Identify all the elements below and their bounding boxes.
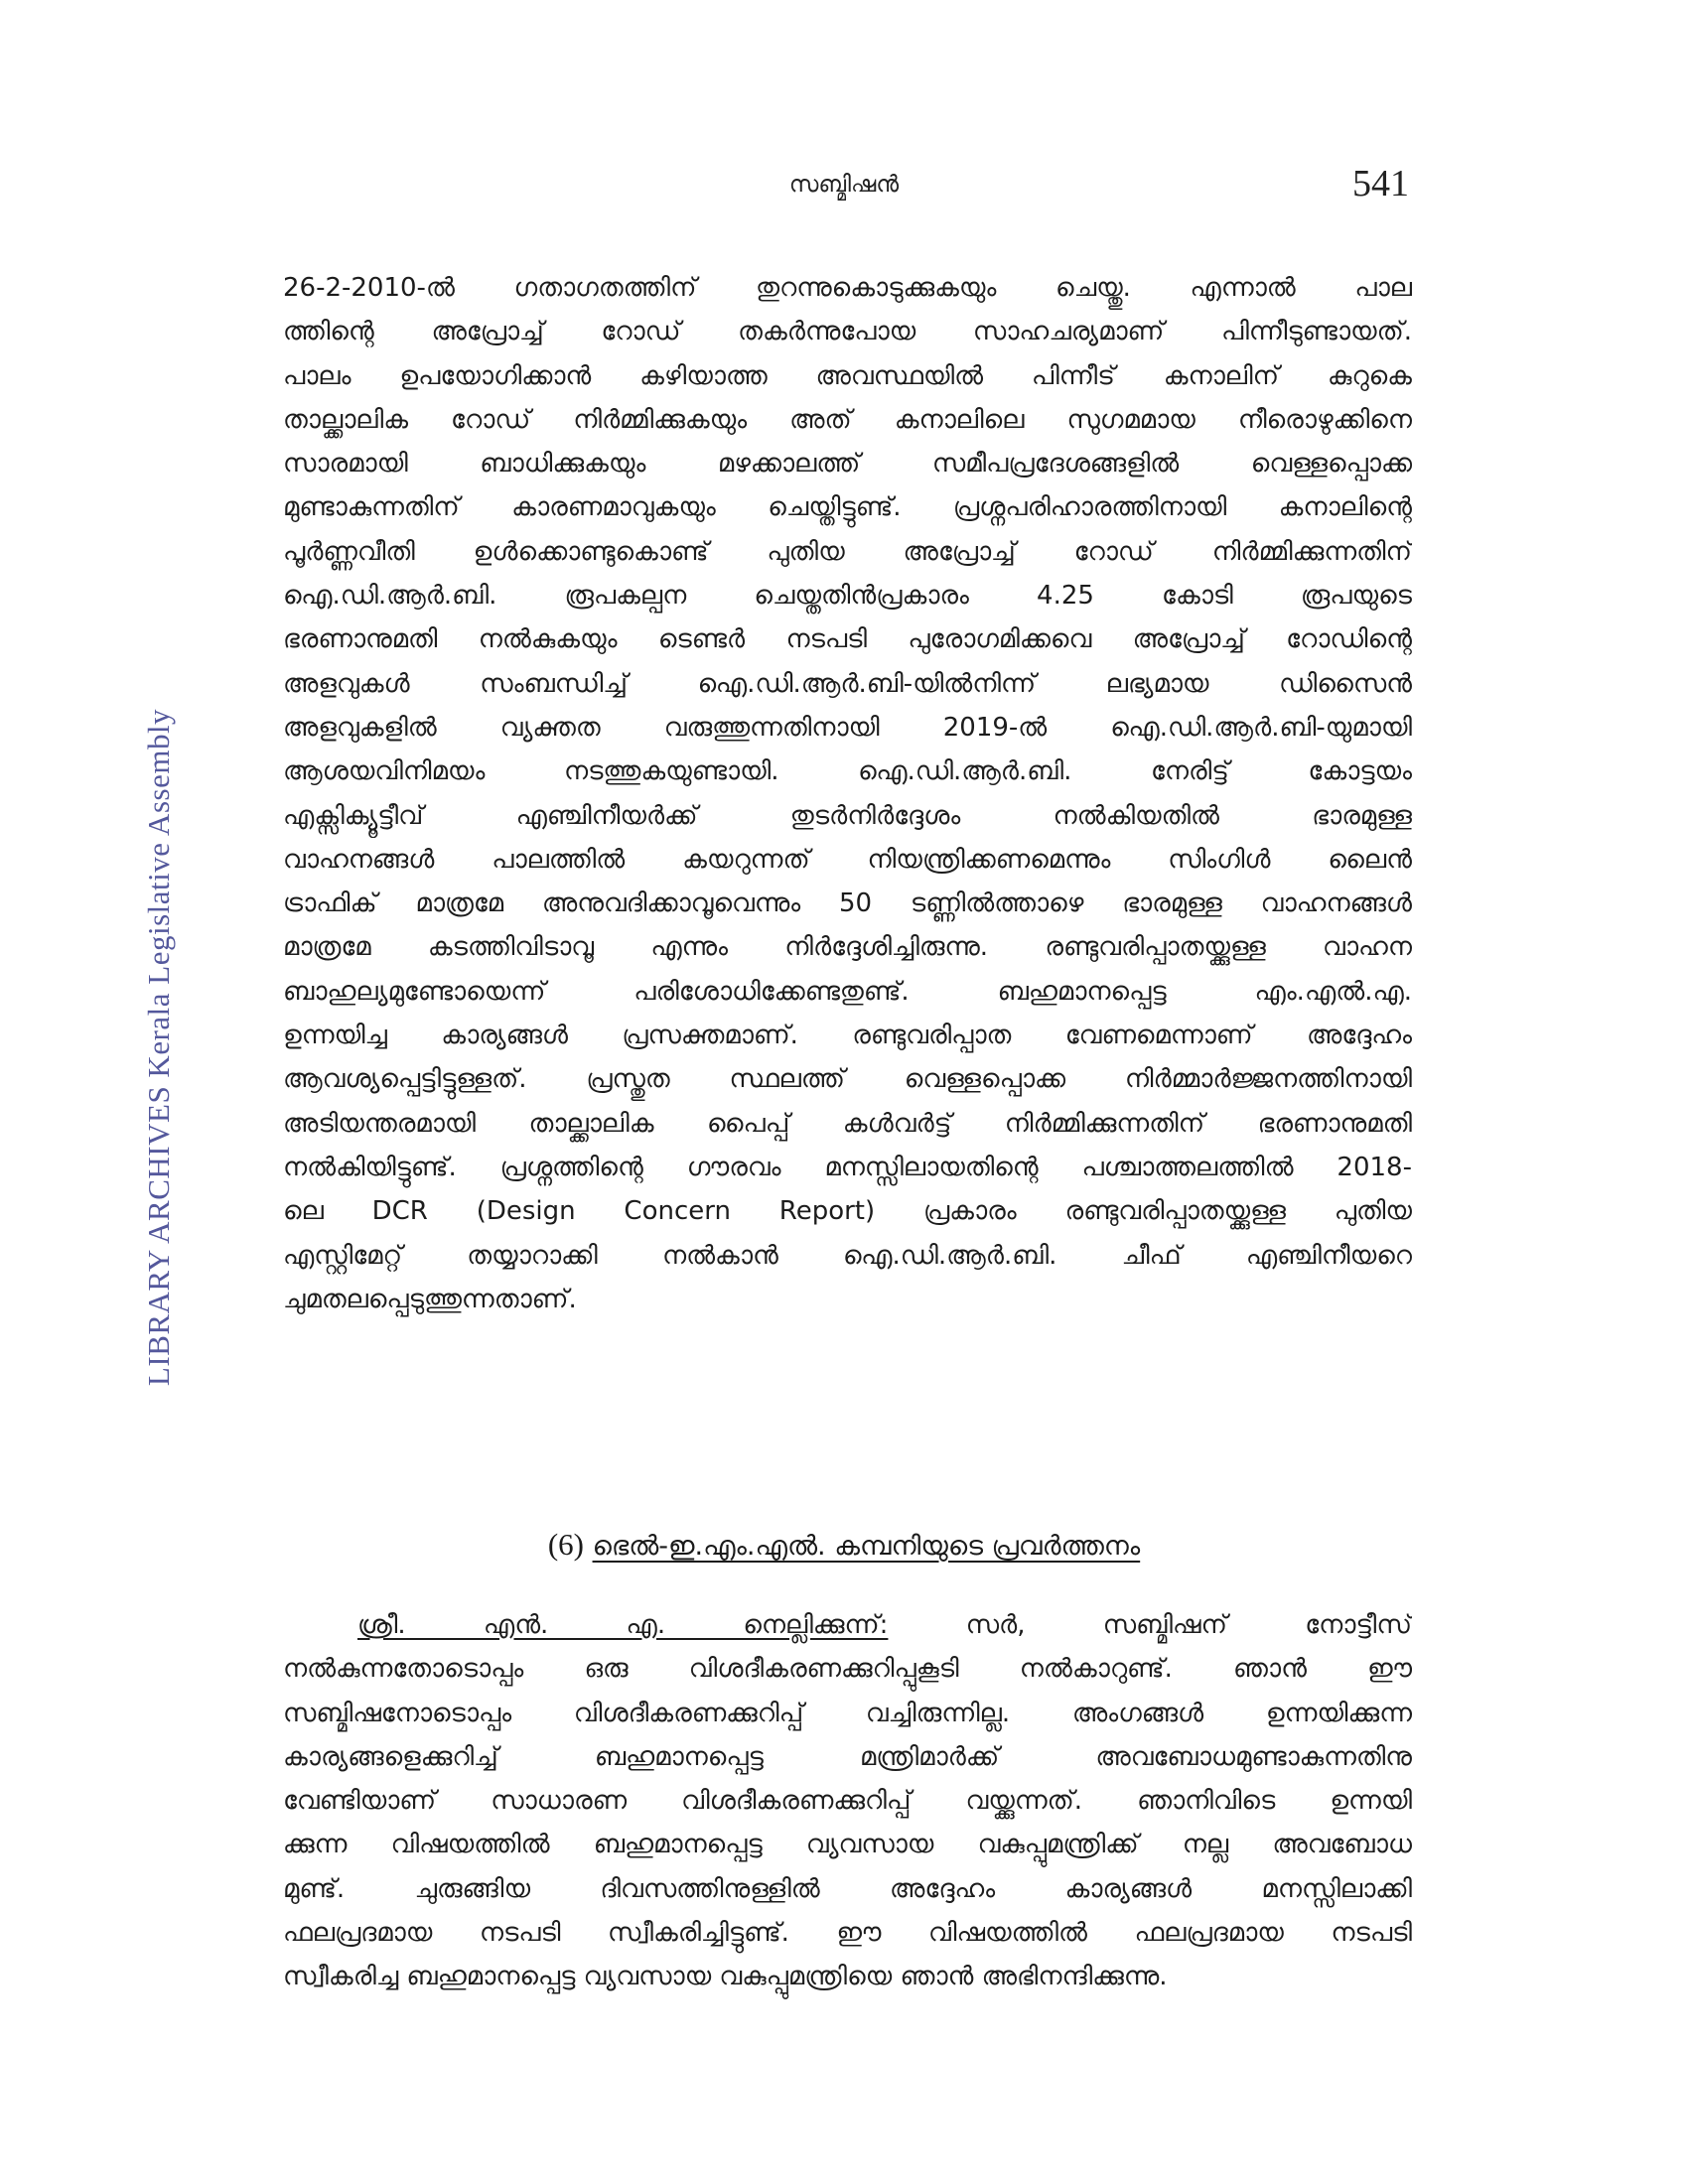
speech-block <box>283 1603 1412 1999</box>
page-number: 541 <box>1352 163 1409 205</box>
paragraph-line: ബാഹുല്യമുണ്ടോയെന്ന് പരിശോധിക്കേണ്ടതുണ്ട്. ബഹുമാനപ്പെട്ട എം.എൽ.എ. <box>283 976 1412 1007</box>
paragraph-line: എസ്റ്റിമേറ്റ് തയ്യാറാക്കി നൽകാൻ ഐ.ഡി.ആർ.ബി. ചീഫ് എഞ്ചിനീയറെ <box>283 1240 1412 1271</box>
archive-watermark: LIBRARY ARCHIVES Kerala Legislative Assembly <box>141 708 176 1387</box>
paragraph-line: മുണ്ടാകുന്നതിന് കാരണമാവുകയും ചെയ്തിട്ടുണ്ട്. പ്രശ്നപരിഹാരത്തിനായി കനാലിന്റെ <box>283 492 1412 523</box>
paragraph-line: 26-2-2010-ൽ ഗതാഗതത്തിന് തുറന്നുകൊടുക്കുകയും ചെയ്തു. എന്നാൽ പാല <box>283 273 1412 303</box>
speech-line: വേണ്ടിയാണ് സാധാരണ വിശദീകരണക്കുറിപ്പ് വയ്ക്കുന്നത്. ഞാനിവിടെ ഉന്നയി <box>283 1786 1412 1817</box>
paragraph-line: അടിയന്തരമായി താല്ക്കാലിക പൈപ്പ് കൾവർട്ട് നിർമ്മിക്കുന്നതിന് ഭരണാനുമതി <box>283 1108 1412 1139</box>
section-title: ഭെൽ-ഇ.എം.എൽ. കമ്പനിയുടെ പ്രവർത്തനം <box>592 1531 1141 1562</box>
paragraph-line: അളവുകളിൽ വ്യക്തത വരുത്തുന്നതിനായി 2019-ൽ ഐ.ഡി.ആർ.ബി-യുമായി <box>283 712 1412 743</box>
speech-line <box>283 1603 1412 1647</box>
paragraph-line: ഉന്നയിച്ച കാര്യങ്ങൾ പ്രസക്തമാണ്. രണ്ടുവരിപ്പാത വേണമെന്നാണ് അദ്ദേഹം <box>283 1021 1412 1051</box>
speech-line: സബ്മിഷനോടൊപ്പം വിശദീകരണക്കുറിപ്പ് വച്ചിരുന്നില്ല. അംഗങ്ങൾ ഉന്നയിക്കുന്ന <box>283 1698 1412 1728</box>
paragraph-line: താല്ക്കാലിക റോഡ് നിർമ്മിക്കുകയും അത് കനാലിലെ സുഗമമായ നീരൊഴുക്കിനെ <box>283 404 1412 435</box>
paragraph-line: ട്രാഫിക് മാത്രമേ അനുവദിക്കാവൂവെന്നും 50 ടണ്ണിൽത്താഴെ ഭാരമുള്ള വാഹനങ്ങൾ <box>283 888 1412 919</box>
paragraph-line: അളവുകൾ സംബന്ധിച്ച് ഐ.ഡി.ആർ.ബി-യിൽനിന്ന് ലഭ്യമായ ഡിസൈൻ <box>283 668 1412 699</box>
paragraph-line: വാഹനങ്ങൾ പാലത്തിൽ കയറുന്നത് നിയന്ത്രിക്കണമെന്നും സിംഗിൾ ലൈൻ <box>283 844 1412 875</box>
speech-text: സർ, സബ്മിഷന് നോട്ടീസ് <box>965 1610 1412 1640</box>
speech-line: മുണ്ട്. ചുരുങ്ങിയ ദിവസത്തിനുള്ളിൽ അദ്ദേഹം കാര്യങ്ങൾ മനസ്സിലാക്കി <box>283 1873 1412 1904</box>
section-number: (6) <box>547 1527 584 1562</box>
paragraph-line: ആശയവിനിമയം നടത്തുകയുണ്ടായി. ഐ.ഡി.ആർ.ബി. നേരിട്ട് കോട്ടയം <box>283 756 1412 787</box>
paragraph-line: ചുമതലപ്പെടുത്തുന്നതാണ്. <box>283 1284 577 1314</box>
section-heading <box>0 1527 1688 1563</box>
paragraph-line: സാരമായി ബാധിക്കുകയും മഴക്കാലത്ത് സമീപപ്രദേശങ്ങളിൽ വെള്ളപ്പൊക്ക <box>283 449 1412 479</box>
paragraph-line: ഐ.ഡി.ആർ.ബി. രൂപകല്പന ചെയ്തതിൻപ്രകാരം 4.25 കോടി രൂപയുടെ <box>283 581 1412 612</box>
body-paragraph <box>283 266 1412 1321</box>
speech-line: കാര്യങ്ങളെക്കുറിച്ച് ബഹുമാനപ്പെട്ട മന്ത്രിമാർക്ക് അവബോധമുണ്ടാകുന്നതിനു <box>283 1741 1412 1772</box>
paragraph-line: എക്സിക്യൂട്ടീവ് എഞ്ചിനീയർക്ക് തുടർനിർദ്ദേശം നൽകിയതിൽ ഭാരമുള്ള <box>283 800 1412 831</box>
paragraph-line: പൂർണ്ണവീതി ഉൾക്കൊണ്ടുകൊണ്ട് പുതിയ അപ്രോച്ച് റോഡ് നിർമ്മിക്കുന്നതിന് <box>283 536 1412 567</box>
running-title: സബ്മിഷൻ <box>788 172 900 198</box>
paragraph-line: ഭരണാനുമതി നൽകുകയും ടെണ്ടർ നടപടി പുരോഗമിക്കവെ അപ്രോച്ച് റോഡിന്റെ <box>283 624 1412 655</box>
speech-line: നൽകുന്നതോടൊപ്പം ഒരു വിശദീകരണക്കുറിപ്പുകൂടി നൽകാറുണ്ട്. ഞാൻ ഈ <box>283 1654 1412 1685</box>
paragraph-line: പാലം ഉപയോഗിക്കാൻ കഴിയാത്ത അവസ്ഥയിൽ പിന്നീട് കനാലിന് കുറുകെ <box>283 360 1412 391</box>
speech-line: ഫലപ്രദമായ നടപടി സ്വീകരിച്ചിട്ടുണ്ട്. ഈ വിഷയത്തിൽ ഫലപ്രദമായ നടപടി <box>283 1918 1412 1949</box>
speech-line: ക്കുന്ന വിഷയത്തിൽ ബഹുമാനപ്പെട്ട വ്യവസായ വകുപ്പുമന്ത്രിക്ക് നല്ല അവബോധ <box>283 1830 1412 1860</box>
speaker-name: ശ്രീ. എൻ. എ. നെല്ലിക്കുന്ന്: <box>357 1610 889 1640</box>
paragraph-line: ലെ DCR (Design Concern Report) പ്രകാരം രണ്ടുവരിപ്പാതയ്ക്കുള്ള പുതിയ <box>283 1196 1412 1227</box>
paragraph-line: ത്തിന്റെ അപ്രോച്ച് റോഡ് തകർന്നുപോയ സാഹചര്യമാണ് പിന്നീടുണ്ടായത്. <box>283 317 1412 347</box>
paragraph-line: മാത്രമേ കടത്തിവിടാവൂ എന്നും നിർദ്ദേശിച്ചിരുന്നു. രണ്ടുവരിപ്പാതയ്ക്കുള്ള വാഹന <box>283 932 1412 963</box>
paragraph-line: നൽകിയിട്ടുണ്ട്. പ്രശ്നത്തിന്റെ ഗൗരവം മനസ്സിലായതിന്റെ പശ്ചാത്തലത്തിൽ 2018- <box>283 1152 1412 1182</box>
speech-line: സ്വീകരിച്ച ബഹുമാനപ്പെട്ട വ്യവസായ വകുപ്പുമന്ത്രിയെ ഞാൻ അഭിനന്ദിക്കുന്നു. <box>283 1962 1168 1992</box>
paragraph-line: ആവശ്യപ്പെട്ടിട്ടുള്ളത്. പ്രസ്തുത സ്ഥലത്ത് വെള്ളപ്പൊക്ക നിർമ്മാർജ്ജനത്തിനായി <box>283 1064 1412 1095</box>
